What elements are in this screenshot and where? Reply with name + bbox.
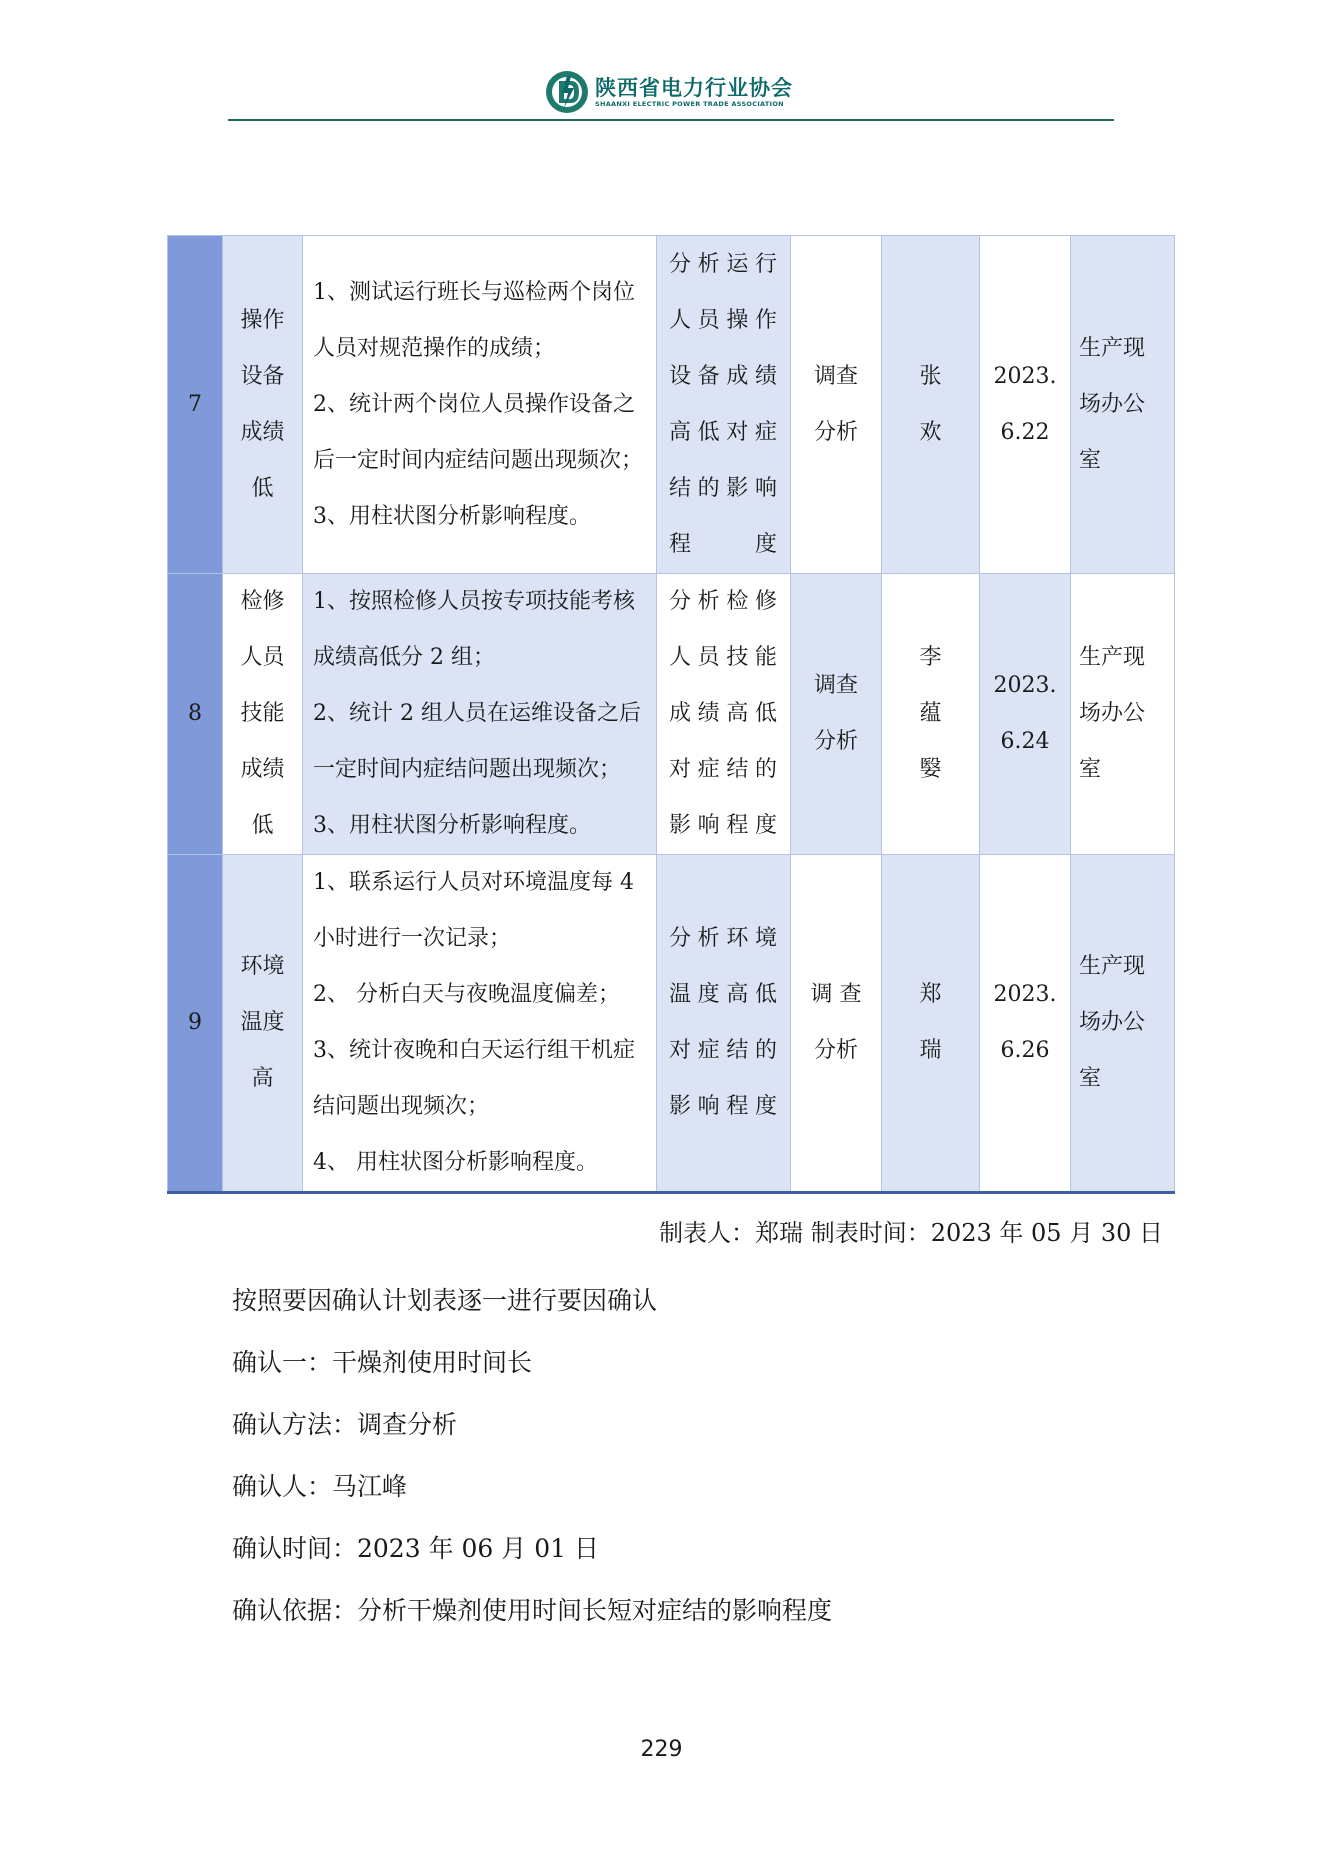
intro-paragraph: 按照要因确认计划表逐一进行要因确认: [232, 1286, 658, 1315]
person-cell: 李蕴嫛: [882, 574, 980, 855]
factor-cell: 操作设备成绩低: [223, 236, 303, 574]
factor-cell: 检修人员技能成绩低: [223, 574, 303, 855]
content-line: 4、 用柱状图分析影响程度。: [313, 1150, 598, 1175]
person-cell: 张欢: [882, 236, 980, 574]
row-number: 7: [168, 236, 223, 574]
header-divider: [228, 119, 1114, 121]
standard-cell: 分析环境温度高低对症结的影响程度: [657, 855, 791, 1193]
confirm-content-cell: [303, 574, 657, 855]
table-row: [168, 855, 1175, 1193]
factor-confirmation-table: [167, 235, 1175, 1194]
content-line: 3、统计夜晚和白天运行组干机症结问题出现频次；: [313, 1038, 635, 1119]
confirm-basis-line: 确认依据：分析干燥剂使用时间长短对症结的影响程度: [232, 1596, 833, 1625]
confirm-content-cell: [303, 855, 657, 1193]
content-line: 3、用柱状图分析影响程度。: [313, 503, 591, 529]
confirm-person-line: 确认人：马江峰: [232, 1472, 408, 1501]
place-cell: 生产现场办公室: [1071, 236, 1175, 574]
content-line: 1、按照检修人员按专项技能考核成绩高低分 2 组；: [313, 589, 635, 670]
org-name-cn: 陕西省电力行业协会: [595, 75, 793, 100]
content-line: 3、用柱状图分析影响程度。: [313, 813, 591, 838]
content-line: 2、 分析白天与夜晚温度偏差；: [313, 982, 620, 1007]
page-number: 229: [640, 1737, 683, 1762]
place-cell: 生产现场办公室: [1071, 855, 1175, 1193]
method-cell: 调查分析: [791, 236, 882, 574]
place-cell: 生产现场办公室: [1071, 574, 1175, 855]
page-header: [0, 0, 1323, 125]
confirm-time-line: 确认时间：2023 年 06 月 01 日: [232, 1534, 599, 1563]
logo-emblem-icon: [545, 70, 589, 114]
org-name-en: SHAANXI ELECTRIC POWER TRADE ASSOCIATION: [595, 99, 784, 108]
row-number: 8: [168, 574, 223, 855]
method-cell: 调查分析: [791, 574, 882, 855]
table-row: [168, 574, 1175, 855]
association-logo: [545, 70, 793, 114]
content-line: 1、测试运行班长与巡检两个岗位人员对规范操作的成绩；: [313, 279, 635, 361]
date-cell: 2023.6.22: [980, 236, 1071, 574]
table-row: [168, 236, 1175, 574]
content-line: 2、统计两个岗位人员操作设备之后一定时间内症结问题出现频次；: [313, 391, 644, 473]
row-number: 9: [168, 855, 223, 1193]
standard-cell: 分析运行人员操作设备成绩高低对症结的影响程度: [657, 236, 791, 574]
person-cell: 郑瑞: [882, 855, 980, 1193]
table-maker-line: 制表人：郑瑞 制表时间：2023 年 05 月 30 日: [659, 1219, 1163, 1247]
factor-cell: 环境温度高: [223, 855, 303, 1193]
confirm-content-cell: [303, 236, 657, 574]
content-line: 1、联系运行人员对环境温度每 4 小时进行一次记录；: [313, 870, 634, 951]
date-cell: 2023.6.26: [980, 855, 1071, 1193]
confirm-method-line: 确认方法：调查分析: [232, 1410, 458, 1439]
confirm-one-line: 确认一：干燥剂使用时间长: [232, 1348, 533, 1377]
standard-cell: 分析检修人员技能成绩高低对症结的影响程度: [657, 574, 791, 855]
method-cell: 调 查分析: [791, 855, 882, 1193]
date-cell: 2023.6.24: [980, 574, 1071, 855]
content-line: 2、统计 2 组人员在运维设备之后一定时间内症结问题出现频次；: [313, 701, 641, 782]
